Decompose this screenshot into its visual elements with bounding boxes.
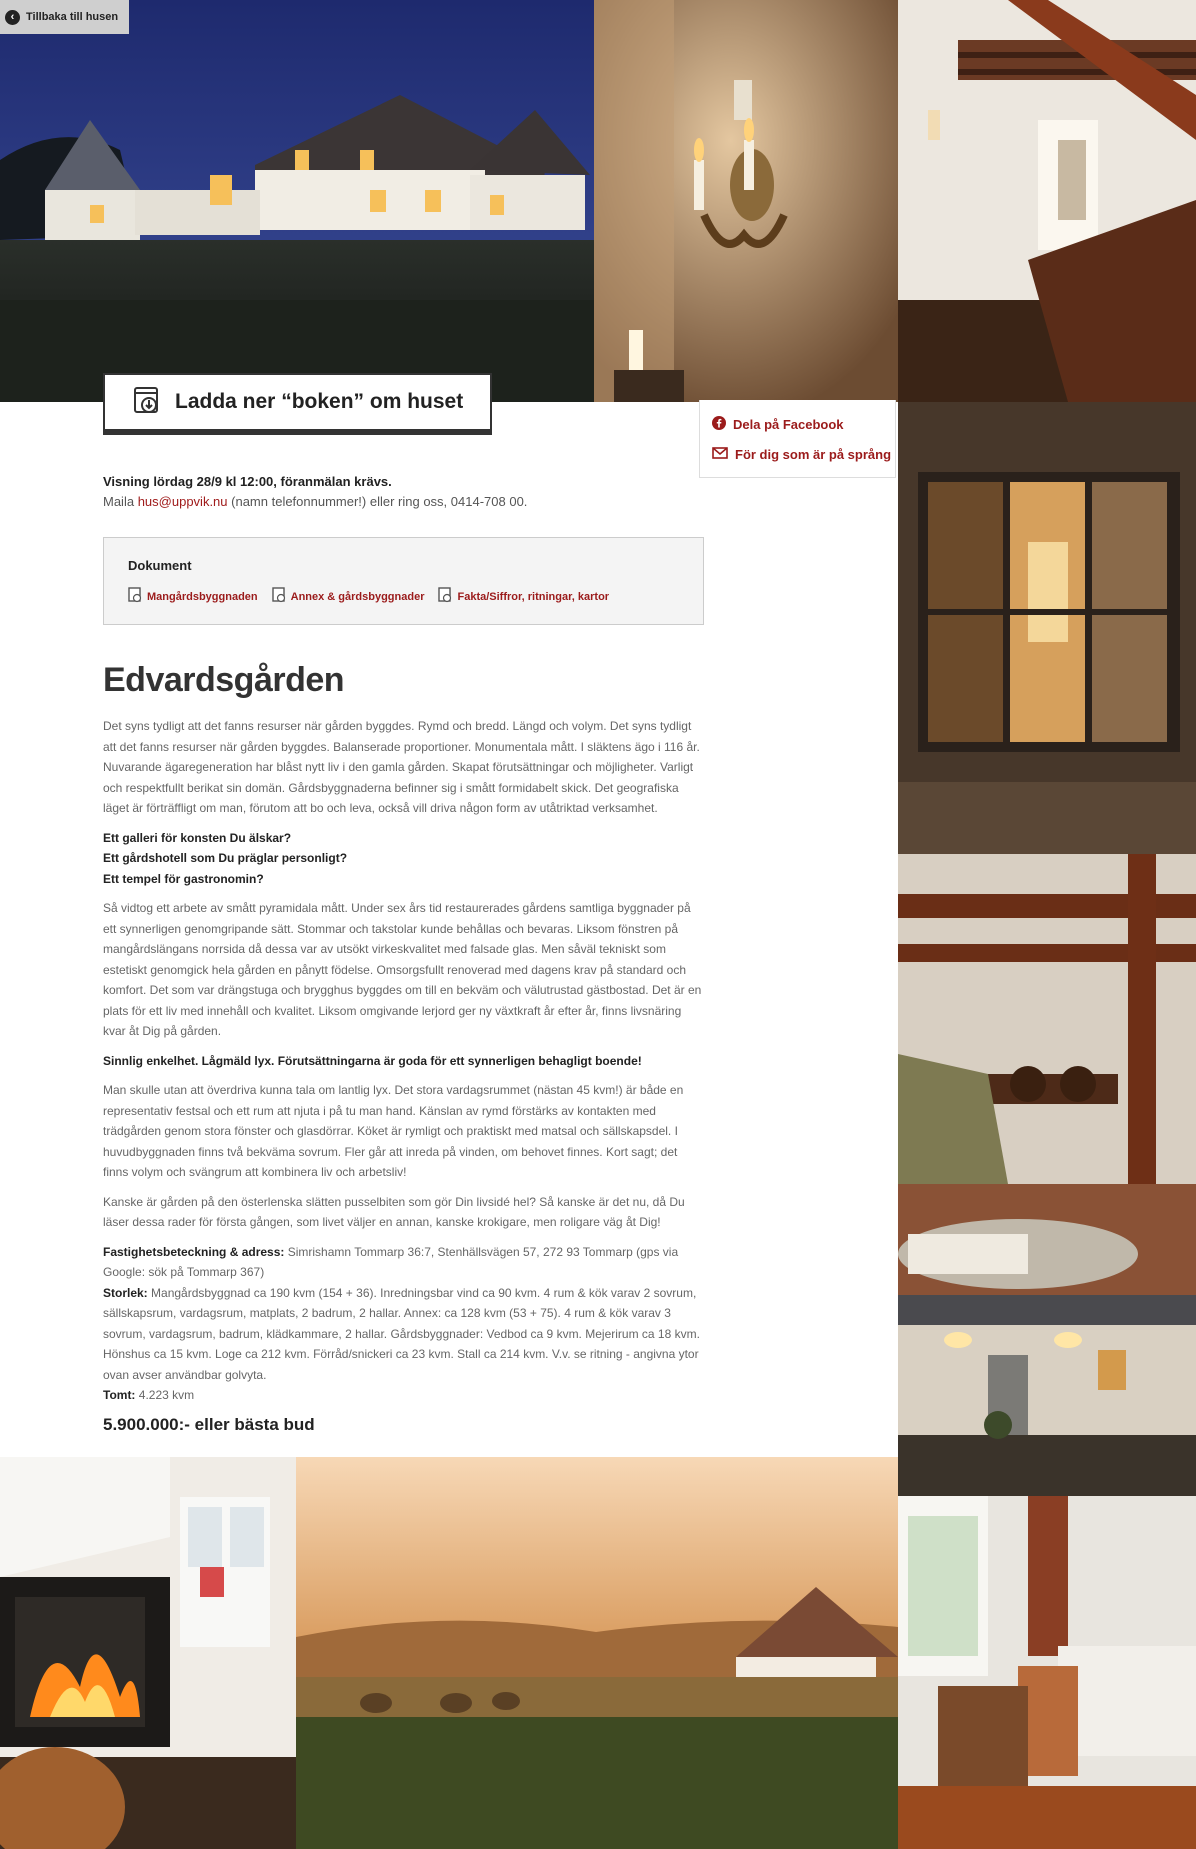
documents-title: Dokument — [128, 558, 192, 573]
intro-paragraph: Det syns tydligt att det fanns resurser när gården byggdes. Rymd och bredd. Längd och volym. Det syns tydligt att det fanns resurser när gården byggdes. Balanserade proportioner. Monumentala mått. I släktens ägo i 116 år. Nuvarande ägaregeneration har blåst nytt liv i den gamla gården. Skapat förutsättningar och möjligheter. Varligt och respektfullt berikat sin domän. Gårdsbyggnaderna befinner sig i smått formidabelt skick. Det geografiska läget är förträffligt om man, förutom att bo och leva, också vill driva någon form av utåtriktad verksamhet. — [103, 719, 700, 815]
viewing-info — [103, 472, 703, 512]
photo-candle-sconce — [594, 0, 898, 402]
mobile-link[interactable] — [712, 446, 895, 463]
listing-title: Edvardsgården — [103, 661, 345, 699]
share-panel — [699, 400, 896, 478]
subheading: Sinnlig enkelhet. Lågmäld lyx. Förutsättningarna är goda för ett synnerligen behagligt boende! — [103, 1053, 642, 1068]
email-link[interactable]: hus@uppvik.nu — [137, 494, 228, 509]
back-to-houses-button[interactable] — [0, 0, 129, 34]
photo-bathroom — [898, 1496, 1196, 1849]
property-facts — [103, 1242, 703, 1406]
listing-content — [103, 656, 703, 1435]
question-gallery: Ett galleri för konsten Du älskar? — [103, 830, 292, 845]
question-gastronomy: Ett tempel för gastronomin? — [103, 871, 264, 886]
documents-panel — [103, 537, 704, 625]
download-book-button[interactable] — [103, 373, 492, 431]
mobile-label: För dig som är på språng — [735, 447, 892, 462]
question-hotel: Ett gårdshotell som Du präglar personligt? — [103, 851, 348, 865]
plot-value: 4.223 kvm — [135, 1388, 195, 1402]
photo-exterior-dusk — [0, 0, 594, 402]
document-link-fakta[interactable] — [438, 587, 609, 606]
photo-lit-window — [898, 402, 1196, 854]
mail-image-icon — [712, 446, 728, 463]
download-book-label: Ladda ner “boken” om huset — [175, 390, 464, 413]
closing-paragraph: Kanske är gården på den österlenska slätten pusselbiten som gör Din livsidé hel? Så kanske är det nu, då Du läser dessa rader för första gången, som livet väljer en annan, kanske krokigare, men roligare väg åt Dig! — [103, 1194, 685, 1229]
chevron-left-icon: ‹ — [5, 10, 20, 25]
photo-hallway-piano — [898, 0, 1196, 402]
document-icon — [128, 587, 142, 606]
size-value: Mangårdsbyggnad ca 190 kvm (154 + 36). Inredningsbar vind ca 90 kvm. 4 rum & kök varav 2 sovrum, sällskapsrum, vardagsrum, matplats, 2 badrum, 2 hallar. Annex: ca 128 kvm (53 + 75). 4 rum & kök varav 3 sovrum, vardagsrum, badrum, klädkammare, 2 hallar. Gårdsbyggnader: Vedbod ca 9 kvm. Mejerirum ca 18 kvm. Hönshus ca 15 kvm. Loge ca 212 kvm. Förråd/snickeri ca 23 kvm. Stall ca 214 kvm. V.v. se ritning - angivna ytor ovan avser användbar golvyta. — [103, 1285, 700, 1382]
document-label: Fakta/Siffror, ritningar, kartor — [457, 590, 610, 603]
facebook-icon — [712, 416, 726, 433]
back-label: Tillbaka till husen — [26, 11, 119, 23]
address-value: Simrishamn Tommarp 36:7, Stenhällsvägen 57, 272 93 Tommarp (gps via Google: sök på Tommarp 367) — [103, 1244, 679, 1279]
share-facebook-label: Dela på Facebook — [733, 417, 844, 432]
living-paragraph: Man skulle utan att överdriva kunna tala om lantlig lyx. Det stora vardagsrummet (nästan 45 kvm!) är både en representativ festsal och ett rum att njuta i på tu man hand. Känslan av rymd förstärks av kontakten med trädgården genom stora fönster och glasdörrar. Köket är rymligt och praktiskt med matsal och sällskapsdel. I huvudbyggnaden finns två bekväma sovrum. Fler går att inreda på vinden, om behovet finnes. Kort sagt; det finns volym och svängrum att kombinera liv och arbetsliv! — [103, 1083, 684, 1179]
document-icon — [272, 587, 286, 606]
photo-courtyard-night — [898, 1295, 1196, 1496]
size-label: Storlek: — [103, 1285, 148, 1300]
book-download-icon — [133, 385, 161, 420]
restoration-paragraph: Så vidtog ett arbete av smått pyramidala mått. Under sex års tid restaurerades gårdens samtliga byggnader på ett synnerligen genomgripande sätt. Stommar och takstolar kunde behållas och bevaras. Liksom fönstren på mangårdslängans norrsida då dessa var av utsökt virkeskvalitet med falsade glas. Men såväl tekniskt som estetiskt genomgick hela gården en pånytt födelse. Omsorgsfullt renoverad med dagens krav på standard och komfort. Det som var drängstuga och brygghus byggdes om till en bekväm och välutrustad gästbostad. Det är en plats för ett liv med innehåll och kvalitet. Liksom omgivande lerjord ger ny växtkraft år efter år, finns livsnäring kvar åt Dig på gården. — [103, 901, 702, 1038]
document-label: Annex & gårdsbyggnader — [290, 590, 425, 603]
share-facebook-link[interactable] — [712, 416, 895, 433]
viewing-headline: Visning lördag 28/9 kl 12:00, föranmälan krävs. — [103, 474, 392, 489]
document-link-mangardsbyggnaden[interactable] — [128, 587, 258, 606]
document-icon — [438, 587, 452, 606]
plot-label: Tomt: — [103, 1388, 136, 1402]
photo-fireplace — [0, 1457, 296, 1849]
document-link-annex[interactable] — [272, 587, 425, 606]
document-label: Mangårdsbyggnaden — [147, 590, 258, 603]
listing-price: 5.900.000:- eller bästa bud — [103, 1414, 315, 1434]
address-label: Fastighetsbeteckning & adress: — [103, 1244, 285, 1259]
photo-sunset-fields — [296, 1457, 898, 1849]
mail-prefix: Maila — [103, 494, 135, 509]
mail-suffix: (namn telefonnummer!) eller ring oss, 0414-708 00. — [231, 494, 528, 509]
photo-living-room — [898, 854, 1196, 1295]
